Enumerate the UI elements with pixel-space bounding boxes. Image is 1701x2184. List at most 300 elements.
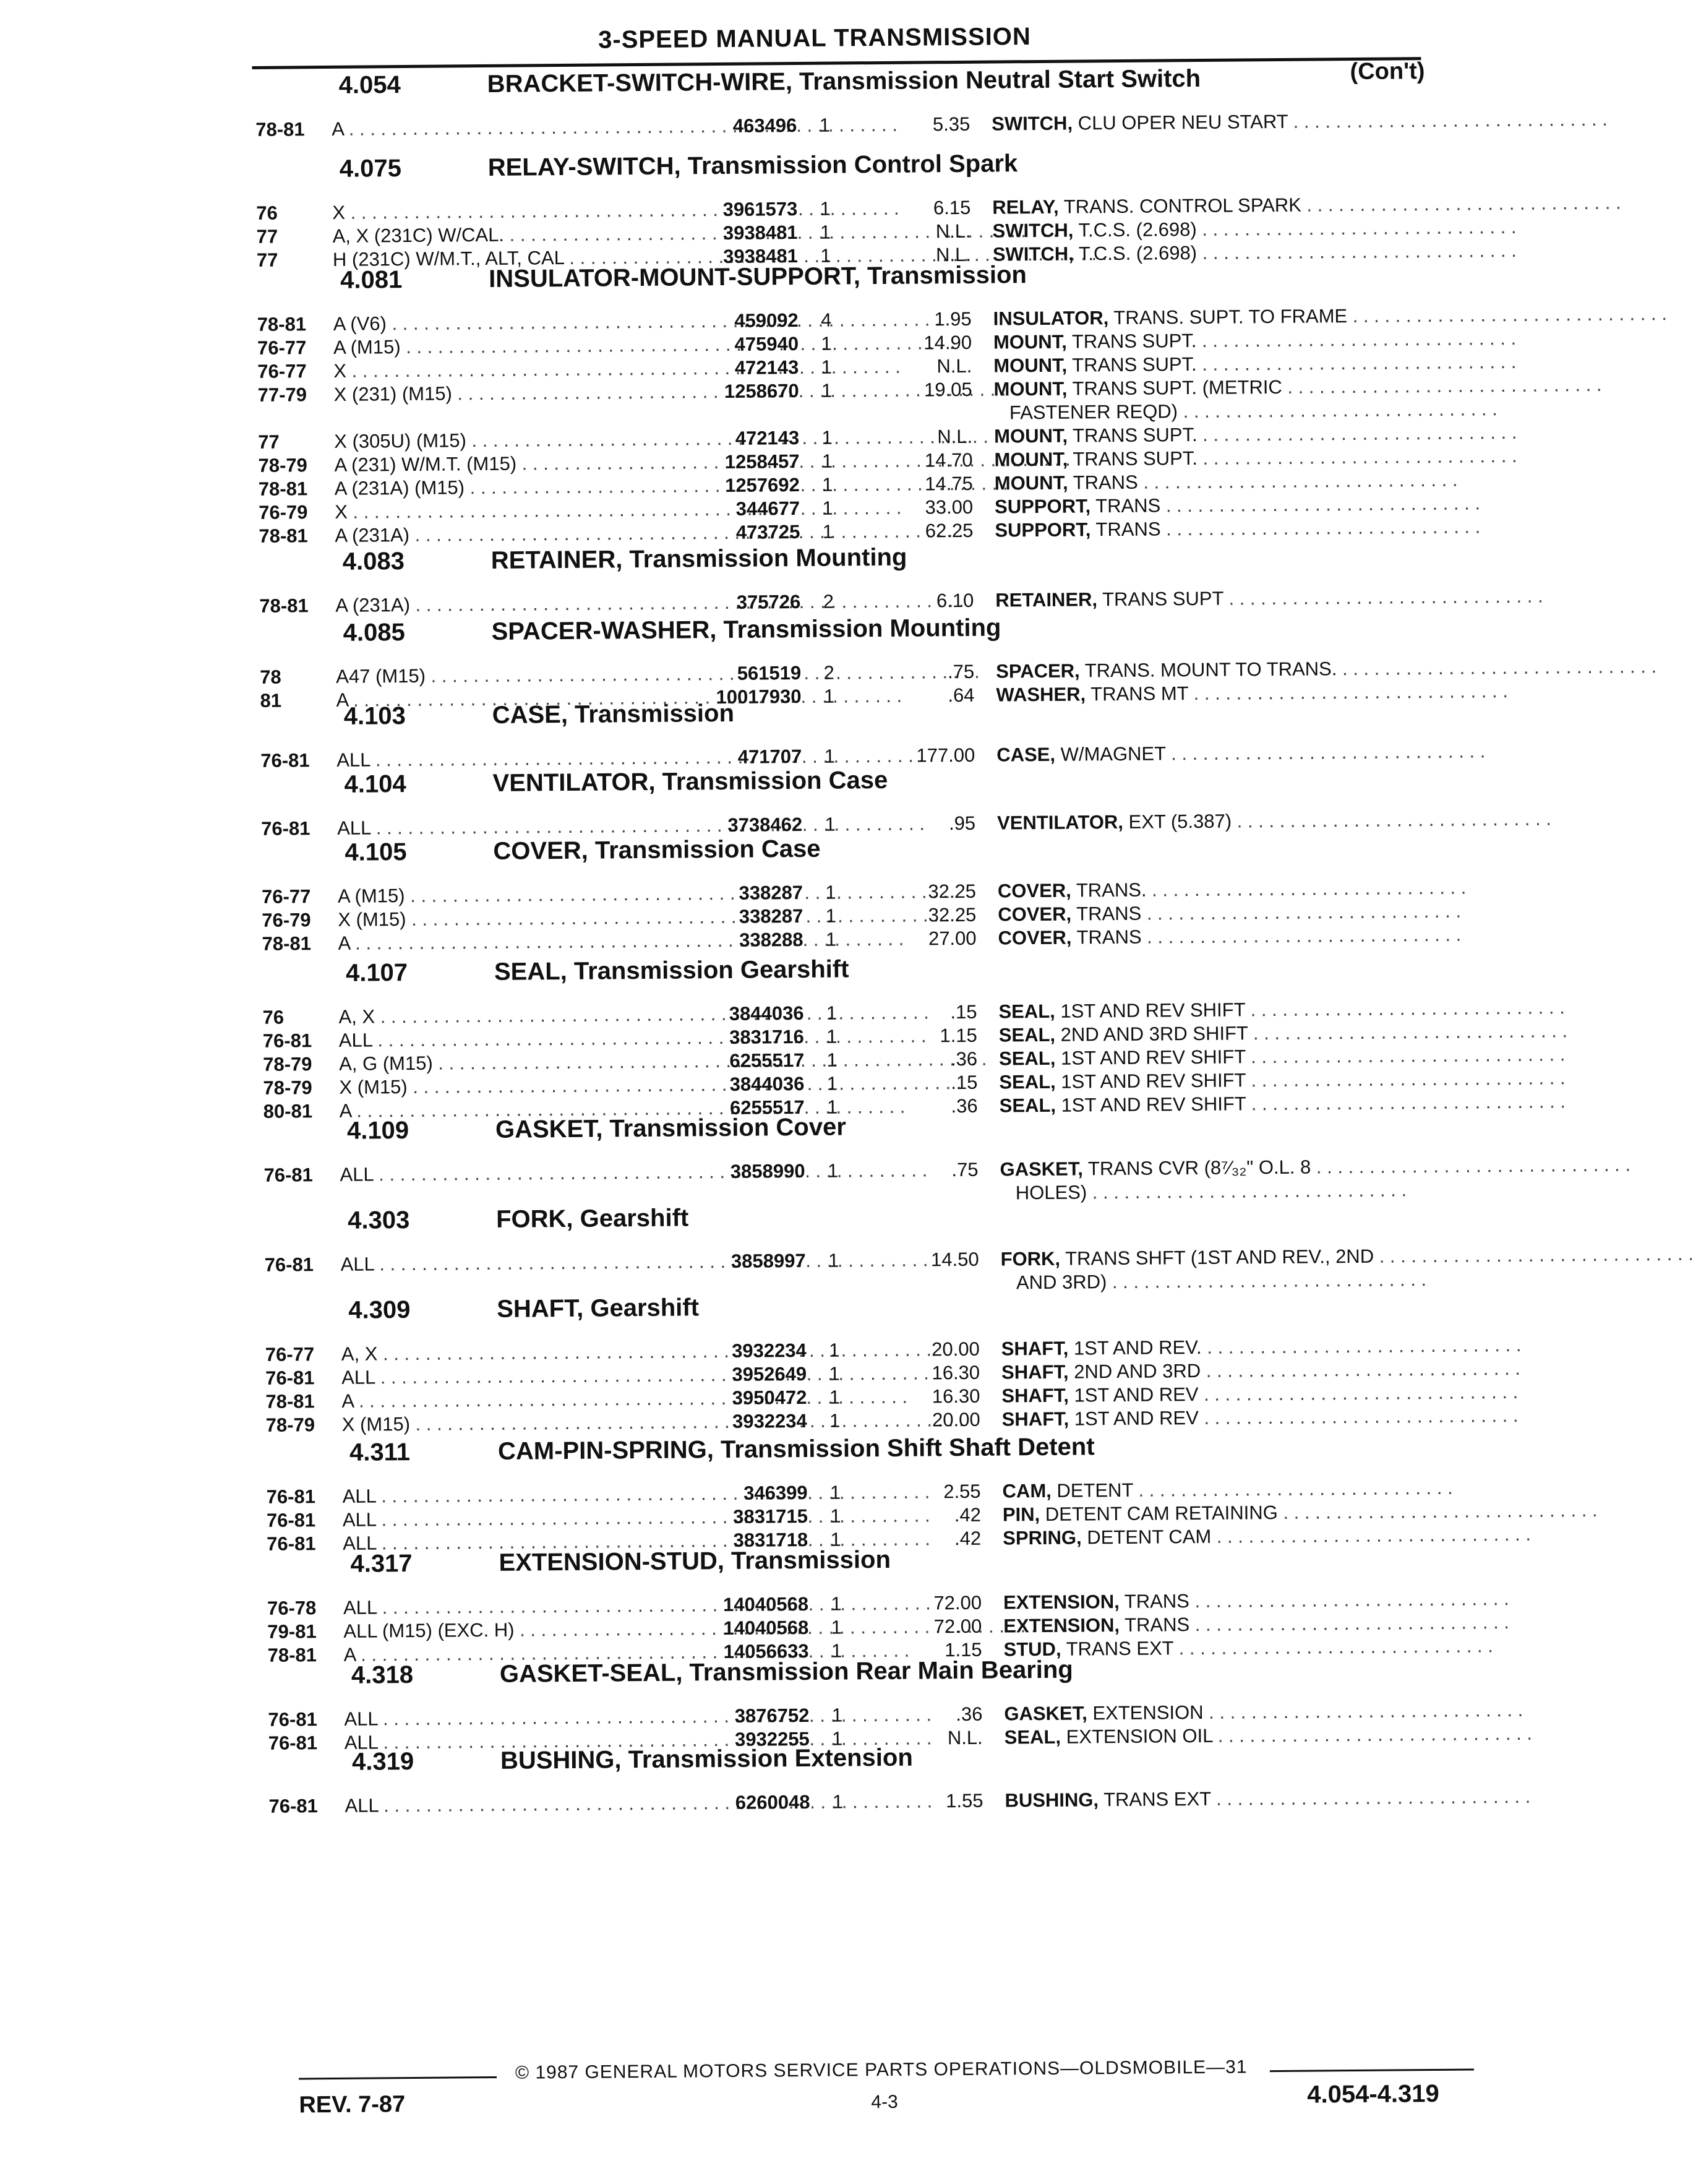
quantity: 1 (821, 450, 833, 472)
part-number: 3952649 (732, 1362, 807, 1385)
price: .42 (954, 1503, 982, 1526)
description-noun: SEAL, (999, 1070, 1056, 1093)
description-continuation: FASTENER REQD) . . . . . . . . . . . . . . . . . . . . . . . . . . . . . . (1009, 398, 1497, 424)
part-number: 6255517 (729, 1096, 805, 1119)
model-years: 76-81 (266, 1485, 316, 1508)
model-years: 76-81 (268, 1732, 318, 1754)
description: SEAL, 1ST AND REV SHIFT . . . . . . . . . . . . . . . . . . . . . . . . . . . . . . (998, 1043, 1566, 1070)
description-noun: MOUNT, (994, 448, 1068, 471)
section-number: 4.303 (347, 1206, 410, 1234)
description-detail: TRANS SHFT (1ST AND REV., 2ND (1065, 1245, 1374, 1270)
part-number: 375726 (736, 591, 801, 613)
quantity: 1 (826, 1002, 838, 1024)
quantity: 1 (827, 1159, 839, 1182)
description: EXTENSION, TRANS . . . . . . . . . . . . . . . . . . . . . . . . . . . . . . (1003, 1588, 1509, 1614)
description-detail: EXTENSION OIL (1066, 1724, 1213, 1748)
description-detail: TRANS EXT (1066, 1637, 1174, 1660)
description: SUPPORT, TRANS . . . . . . . . . . . . . . . . . . . . . . . . . . . . . . (995, 515, 1481, 541)
part-number: 561519 (737, 662, 802, 684)
description-noun: GASKET, (1004, 1702, 1087, 1725)
quantity: 1 (821, 332, 832, 355)
description-detail: 1ST AND REV (1074, 1383, 1199, 1406)
price: 6.15 (933, 196, 971, 219)
application: ALL . . . (342, 1483, 676, 1508)
section-title: RELAY-SWITCH, Transmission Control Spark (487, 150, 1018, 181)
quantity: 1 (819, 114, 830, 136)
description: INSULATOR, TRANS. SUPT. TO FRAME . . . . . . . . . . . . . . . . . . . . . . . . . . . . . . (993, 303, 1668, 330)
application: ALL (M15) (EXC. H) . . . (343, 1618, 677, 1643)
description: BUSHING, TRANS EXT . . . . . . . . . . . . . . . . . . . . . . . . . . . . . . (1005, 1785, 1531, 1812)
model-years: 77 (258, 431, 280, 453)
part-number: 471707 (737, 746, 802, 768)
quantity: 1 (825, 813, 836, 835)
description-detail: EXT (5.387) (1128, 810, 1232, 833)
part-number: 3844036 (729, 1002, 804, 1025)
quantity: 1 (822, 473, 833, 496)
quantity: 1 (824, 745, 836, 767)
section-number: 4.105 (345, 838, 407, 866)
model-years: 77 (256, 225, 278, 247)
description-continuation-text: AND 3RD) (1016, 1271, 1107, 1294)
quantity: 1 (831, 1704, 843, 1726)
description-detail: DETENT (1056, 1479, 1134, 1502)
description-continuation-text: FASTENER REQD) (1009, 400, 1178, 424)
quantity: 1 (821, 379, 833, 402)
section-4-075 (0, 145, 1621, 271)
part-number: 3950472 (732, 1386, 807, 1409)
application: X . . . (332, 199, 666, 224)
quantity: 1 (830, 1528, 841, 1550)
quantity: 1 (831, 1593, 842, 1615)
part-number: 3831718 (733, 1528, 808, 1551)
description-noun: SEAL, (998, 1000, 1055, 1023)
description: MOUNT, TRANS SUPT. (METRIC . . . . . . . . . . . . . . . . . . . . . . . . . . . . . . (993, 373, 1602, 400)
application: A . . . (341, 1388, 675, 1412)
price: 1.15 (945, 1638, 982, 1661)
part-number: 346399 (743, 1481, 808, 1504)
description-noun: SHAFT, (1001, 1361, 1069, 1383)
part-number: 6255517 (729, 1049, 805, 1072)
description-noun: MOUNT, (993, 330, 1067, 353)
section-number: 4.104 (344, 770, 406, 798)
quantity: 1 (829, 1386, 841, 1408)
part-number: 472143 (734, 356, 799, 379)
description-detail: TRANS SUPT. (1072, 423, 1198, 447)
price: 14.75 (925, 472, 973, 495)
description: WASHER, TRANS MT . . . . . . . . . . . . . . . . . . . . . . . . . . . . . . (996, 680, 1509, 706)
section-title: GASKET, Transmission Cover (495, 1113, 846, 1143)
description: SHAFT, 1ST AND REV . . . . . . . . . . . . . . . . . . . . . . . . . . . . . . (1001, 1404, 1519, 1430)
application: ALL . . . (344, 1706, 678, 1730)
application: A47 (M15) . . . (336, 663, 670, 688)
description: SEAL, EXTENSION OIL . . . . . . . . . . . . . . . . . . . . . . . . . . . . . . (1004, 1722, 1533, 1748)
model-years: 78-81 (259, 525, 308, 547)
application: A (231A) . . . (335, 522, 669, 547)
description-detail: TRANS EXT (1103, 1787, 1211, 1811)
part-number: 10017930 (716, 686, 802, 708)
description-continuation-text: HOLES) (1015, 1181, 1087, 1204)
part-number: 3961573 (722, 198, 798, 220)
description: GASKET, EXTENSION . . . . . . . . . . . . . . . . . . . . . . . . . . . . . . (1004, 1698, 1523, 1725)
price: .36 (956, 1703, 983, 1726)
section-number: 4.081 (340, 266, 403, 294)
model-years: 78-81 (265, 1390, 315, 1412)
application: A . . . (336, 687, 670, 712)
quantity: 1 (821, 356, 833, 378)
model-years: 78-81 (262, 932, 312, 955)
description-noun: SUPPORT, (994, 495, 1091, 518)
application: H (231C) W/M.T., ALT, CAL . . . (333, 246, 667, 271)
quantity: 1 (825, 905, 837, 927)
application: ALL . . . (345, 1792, 679, 1817)
application: A (M15) . . . (338, 883, 672, 908)
description: RETAINER, TRANS SUPT . . . . . . . . . . . . . . . . . . . . . . . . . . . . . . (995, 585, 1543, 611)
description-detail: DETENT CAM RETAINING (1045, 1502, 1278, 1525)
description: SHAFT, 2ND AND 3RD . . . . . . . . . . . . . . . . . . . . . . . . . . . . . . (1001, 1357, 1521, 1383)
model-years: 76-81 (265, 1367, 315, 1389)
quantity: 1 (821, 426, 833, 449)
quantity: 1 (831, 1616, 842, 1638)
description: PIN, DETENT CAM RETAINING . . . . . . . . . . . . . . . . . . . . . . . . . . . . . . (1002, 1498, 1598, 1526)
description-detail: W/MAGNET (1060, 742, 1166, 765)
section-title: SHAFT, Gearshift (497, 1294, 700, 1323)
description-detail: 1ST AND REV SHIFT (1061, 1069, 1246, 1093)
description-detail: DETENT CAM (1087, 1525, 1212, 1549)
price: N.L. (935, 220, 971, 243)
description-detail: 1ST AND REV SHIFT (1061, 1093, 1246, 1116)
price: 16.30 (932, 1361, 980, 1384)
model-years: 76-77 (257, 360, 307, 382)
price: 16.30 (932, 1385, 980, 1408)
description-detail: TRANS (1095, 518, 1161, 541)
price: .42 (954, 1527, 982, 1550)
continued-label: (Con't) (1350, 58, 1425, 85)
section-title: CASE, Transmission (492, 699, 735, 729)
price: .75 (947, 660, 975, 683)
description-noun: SWITCH, (992, 219, 1074, 242)
description-detail: TRANS. (1076, 879, 1147, 901)
description: RELAY, TRANS. CONTROL SPARK . . . . . . . . . . . . . . . . . . . . . . . . . . . . . . (992, 191, 1621, 218)
part-number: 1257692 (724, 474, 800, 496)
application: A . . . (343, 1641, 677, 1666)
description: SWITCH, CLU OPER NEU START . . . . . . . . . . . . . . . . . . . . . . . . . . . . . . (992, 108, 1608, 135)
quantity: 1 (830, 1505, 841, 1527)
section-number: 4.083 (342, 548, 405, 575)
price: 20.00 (932, 1408, 980, 1431)
model-years: 78 (260, 666, 281, 688)
price: 32.25 (928, 880, 977, 903)
part-number: 3858990 (730, 1159, 805, 1182)
application: ALL . . . (341, 1364, 675, 1389)
model-years: 78-81 (258, 478, 308, 500)
description-noun: MOUNT, (994, 424, 1068, 447)
model-years: 78-79 (263, 1077, 312, 1099)
section-title: FORK, Gearshift (495, 1204, 689, 1233)
section-number: 4.318 (351, 1661, 414, 1689)
part-number: 1258457 (724, 450, 800, 473)
application: X (M15) . . . (342, 1411, 676, 1436)
model-years: 76-81 (264, 1164, 313, 1186)
description-detail: TRANS MT (1090, 682, 1189, 705)
price: 1.95 (934, 307, 972, 330)
part-number: 3932234 (731, 1339, 807, 1362)
price: 5.35 (932, 113, 970, 135)
model-years: 79-81 (267, 1620, 317, 1643)
model-years: 76-81 (267, 1533, 316, 1555)
section-number: 4.103 (343, 702, 406, 730)
price: .64 (948, 684, 975, 707)
description-noun: MOUNT, (994, 471, 1068, 494)
description-detail: TRANS SUPT. (1072, 353, 1197, 376)
application: X (M15) . . . (338, 906, 672, 931)
description: SHAFT, 1ST AND REV . . . . . . . . . . . . . . . . . . . . . . . . . . . . . . (1001, 1380, 1519, 1407)
part-number: 475940 (734, 333, 799, 355)
application: ALL . . . (343, 1507, 677, 1531)
part-number: 459092 (734, 309, 799, 332)
description: COVER, TRANS . . . . . . . . . . . . . . . . . . . . . . . . . . . . . . (998, 900, 1462, 926)
quantity: 1 (825, 881, 836, 903)
part-number: 463496 (732, 114, 797, 137)
part-number: 338288 (739, 929, 803, 951)
part-number: 3938481 (723, 245, 799, 267)
application: ALL . . . (343, 1530, 677, 1555)
section-number: 4.107 (345, 959, 408, 987)
price: .15 (950, 1000, 977, 1023)
section-title: VENTILATOR, Transmission Case (492, 766, 888, 797)
model-years: 78-79 (265, 1414, 315, 1436)
price: 20.00 (932, 1338, 980, 1361)
description-detail: TRANS (1073, 471, 1138, 494)
model-years: 76-81 (268, 1795, 318, 1817)
application: A, X . . . (341, 1341, 675, 1365)
description-noun: SEAL, (998, 1047, 1056, 1070)
price: 14.90 (923, 331, 972, 354)
quantity: 1 (832, 1791, 844, 1813)
description-detail: TRANS (1095, 494, 1161, 517)
description-noun: SPACER, (996, 660, 1080, 682)
description-detail: TRANS (1124, 1614, 1190, 1636)
model-years: 76-77 (261, 885, 311, 908)
price: 1.55 (946, 1789, 983, 1812)
part-number: 3831715 (733, 1505, 808, 1528)
section-title: GASKET-SEAL, Transmission Rear Main Bearing (499, 1656, 1073, 1688)
model-years: 78-79 (262, 1053, 312, 1075)
description: SHAFT, 1ST AND REV. . . . . . . . . . . . . . . . . . . . . . . . . . . . . . . (1001, 1333, 1522, 1360)
description-noun: COVER, (997, 879, 1071, 902)
application: A (V6) . . . (333, 311, 667, 335)
description-detail: TRANS (1124, 1590, 1190, 1612)
description-noun: COVER, (998, 903, 1072, 926)
quantity: 1 (831, 1640, 842, 1662)
page-title: 3-SPEED MANUAL TRANSMISSION (598, 23, 1031, 54)
section-title: COVER, Transmission Case (493, 835, 821, 865)
price: .75 (951, 1158, 979, 1181)
model-years: 76-77 (257, 337, 307, 359)
part-number: 1258670 (724, 380, 799, 402)
model-years: 77-79 (257, 384, 307, 406)
description-noun: FORK, (1000, 1247, 1061, 1270)
part-number: 473725 (735, 521, 800, 543)
price: 72.00 (933, 1591, 982, 1614)
quantity: 1 (829, 1409, 841, 1432)
price: N.L. (936, 355, 972, 377)
revision-label: REV. 7-87 (299, 2091, 406, 2118)
description-noun: EXTENSION, (1003, 1614, 1120, 1637)
quantity: 2 (823, 590, 834, 613)
price: 6.10 (936, 589, 974, 612)
description-noun: EXTENSION, (1003, 1591, 1120, 1614)
part-number: 3844036 (729, 1072, 805, 1095)
description-noun: SEAL, (1004, 1726, 1061, 1748)
application: X . . . (335, 499, 669, 523)
description-noun: SWITCH, (992, 243, 1074, 265)
description-noun: SEAL, (998, 1023, 1056, 1046)
description-detail: CLU OPER NEU START (1078, 110, 1288, 134)
description: EXTENSION, TRANS . . . . . . . . . . . . . . . . . . . . . . . . . . . . . . (1003, 1611, 1510, 1637)
section-number: 4.085 (343, 619, 405, 647)
price: 72.00 (933, 1615, 982, 1638)
application: A (M15) . . . (333, 334, 667, 359)
model-years: 76 (262, 1006, 285, 1028)
description-detail: TRANS (1076, 902, 1142, 925)
section-number: 4.075 (339, 155, 402, 183)
section-title: CAM-PIN-SPRING, Transmission Shift Shaft Detent (497, 1433, 1095, 1465)
description: GASKET, TRANS CVR (8⁷⁄₃₂" O.L. 8 . . . . . . . . . . . . . . . . . . . . . . . . . . . . . . (1000, 1153, 1631, 1180)
part-number: 3932255 (734, 1727, 810, 1750)
section-number: 4.311 (349, 1438, 411, 1466)
description-detail: TRANS (1076, 926, 1142, 948)
application: ALL . . . (339, 1027, 673, 1052)
description-detail: 1ST AND REV SHIFT (1060, 1046, 1246, 1069)
description-noun: GASKET, (1000, 1158, 1083, 1180)
section-number: 4.309 (348, 1296, 411, 1324)
price: 62.25 (925, 519, 974, 542)
description-noun: MOUNT, (993, 354, 1068, 377)
model-years: 76-81 (261, 817, 311, 840)
application: X . . . (333, 358, 667, 382)
description: MOUNT, TRANS SUPT. . . . . . . . . . . . . . . . . . . . . . . . . . . . . . . (993, 350, 1517, 377)
quantity: 4 (820, 309, 832, 331)
description-detail: TRANS. SUPT. TO FRAME (1113, 305, 1348, 329)
model-years: 76-81 (268, 1708, 317, 1730)
price: 27.00 (928, 927, 977, 950)
price: 32.25 (928, 903, 977, 926)
quantity: 1 (820, 197, 831, 220)
application: ALL . . . (336, 747, 671, 772)
description-noun: PIN, (1002, 1503, 1040, 1526)
price: .36 (950, 1047, 978, 1070)
part-row (6, 1785, 1569, 1822)
description-noun: RETAINER, (995, 588, 1098, 611)
application: A . . . (340, 1098, 674, 1122)
description-detail: TRANS CVR (8⁷⁄₃₂" O.L. 8 (1087, 1156, 1311, 1180)
quantity: 1 (820, 244, 831, 267)
description: VENTILATOR, EXT (5.387) . . . . . . . . . . . . . . . . . . . . . . . . . . . . . . (996, 807, 1552, 834)
application: A (231A) (M15) . . . (335, 475, 669, 500)
quantity: 1 (829, 1339, 840, 1361)
price: .15 (951, 1071, 978, 1094)
description-noun: SUPPORT, (995, 518, 1091, 541)
application: X (M15) . . . (339, 1074, 673, 1099)
application: A, X (231C) W/CAL. . . . (332, 223, 666, 247)
model-years: 76-79 (258, 501, 308, 523)
description-noun: SHAFT, (1001, 1408, 1069, 1430)
description-detail: EXTENSION (1092, 1701, 1204, 1724)
quantity: 1 (826, 1072, 838, 1094)
model-years: 76-77 (265, 1343, 315, 1365)
description-detail: 1ST AND REV. (1073, 1336, 1202, 1359)
description: FORK, TRANS SHFT (1ST AND REV., 2ND . . . . . . . . . . . . . . . . . . . . . . . . . . . . . . (1000, 1242, 1694, 1270)
description-noun: SPRING, (1003, 1526, 1082, 1549)
part-number: 338287 (739, 882, 803, 904)
application: ALL . . . (345, 1729, 679, 1754)
application: A, G (M15) . . . (339, 1051, 673, 1075)
model-years: 78-81 (255, 118, 305, 140)
quantity: 1 (829, 1362, 840, 1385)
quantity: 1 (826, 1049, 838, 1071)
section-title: SEAL, Transmission Gearshift (494, 955, 849, 986)
part-number: 3938481 (722, 221, 798, 244)
footer-copyright: © 1987 GENERAL MOTORS SERVICE PARTS OPERATIONS—OLDSMOBILE—31 (515, 2057, 1248, 2083)
description: SWITCH, T.C.S. (2.698) . . . . . . . . . . . . . . . . . . . . . . . . . . . . . . (992, 215, 1517, 242)
model-years: 77 (256, 249, 278, 271)
application: ALL . . . (340, 1161, 674, 1186)
model-years: 76-81 (264, 1253, 314, 1276)
description-detail: 1ST AND REV (1074, 1407, 1199, 1430)
description: CAM, DETENT . . . . . . . . . . . . . . . . . . . . . . . . . . . . . . (1002, 1476, 1453, 1502)
price: 2.55 (943, 1480, 981, 1503)
description: SEAL, 1ST AND REV SHIFT . . . . . . . . . . . . . . . . . . . . . . . . . . . . . . (999, 1067, 1566, 1093)
section-number: 4.109 (346, 1117, 409, 1145)
price: N.L. (935, 243, 972, 266)
model-years: 76-81 (266, 1509, 316, 1531)
description: CASE, W/MAGNET . . . . . . . . . . . . . . . . . . . . . . . . . . . . . . (996, 740, 1486, 766)
description-noun: CAM, (1002, 1479, 1052, 1502)
quantity: 1 (828, 1249, 839, 1271)
model-years: 78-81 (259, 595, 309, 617)
section-number: 4.054 (338, 71, 401, 99)
description-detail: TRANS SUPT (1102, 587, 1224, 611)
price: 19.05 (923, 378, 972, 401)
description-detail: 1ST AND REV SHIFT (1060, 999, 1246, 1022)
quantity: 1 (829, 1481, 841, 1503)
part-number: 472143 (735, 427, 800, 449)
part-row (0, 108, 1608, 145)
part-number: 344677 (735, 497, 800, 520)
description-detail: T.C.S. (2.698) (1078, 241, 1198, 265)
section-title: SPACER-WASHER, Transmission Mounting (491, 614, 1001, 645)
description: MOUNT, TRANS SUPT. . . . . . . . . . . . . . . . . . . . . . . . . . . . . . . (994, 421, 1517, 447)
description-detail: TRANS. CONTROL SPARK (1063, 194, 1301, 218)
description: COVER, TRANS . . . . . . . . . . . . . . . . . . . . . . . . . . . . . . (998, 923, 1462, 949)
quantity: 1 (831, 1727, 843, 1750)
quantity: 1 (825, 928, 837, 950)
section-title: EXTENSION-STUD, Transmission (499, 1546, 891, 1576)
application: A (231) W/M.T. (M15) . . . (334, 452, 668, 476)
model-years: 76-78 (267, 1597, 317, 1619)
part-number: 3876752 (734, 1704, 810, 1727)
description: STUD, TRANS EXT . . . . . . . . . . . . . . . . . . . . . . . . . . . . . . (1003, 1635, 1493, 1661)
part-number: 14056633 (723, 1640, 809, 1663)
price: .95 (948, 812, 976, 835)
description: SEAL, 1ST AND REV SHIFT . . . . . . . . . . . . . . . . . . . . . . . . . . . . . . (998, 996, 1565, 1023)
application: A . . . (332, 116, 666, 140)
price: 14.70 (924, 449, 973, 471)
application: ALL . . . (341, 1251, 675, 1276)
part-number: 6260048 (735, 1791, 810, 1813)
description: MOUNT, TRANS SUPT. . . . . . . . . . . . . . . . . . . . . . . . . . . . . . . (994, 444, 1517, 471)
description: SPACER, TRANS. MOUNT TO TRANS. . . . . . . . . . . . . . . . . . . . . . . . . . . . . . . (996, 655, 1657, 682)
